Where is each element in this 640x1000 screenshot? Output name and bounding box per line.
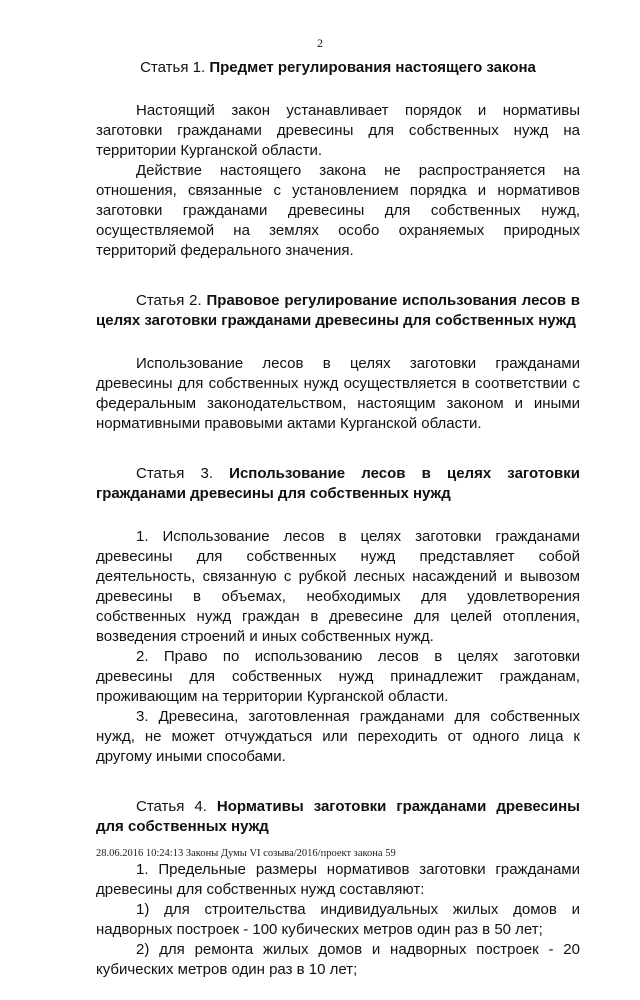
paragraph: Действие настоящего закона не распространяется на отношения, связанные с установлением порядка и нормативов заготовки гражданами древесины для собственных нужд, осуществляемой на землях особо охраняемых природных территорий федерального значения. <box>96 162 580 259</box>
article-1 <box>96 58 580 261</box>
article-heading <box>96 291 580 331</box>
article-title: Использование лесов в целях заготовки гражданами древесины для собственных нужд <box>96 465 581 502</box>
document-footer: 28.06.2016 10:24:13 Законы Думы VI созыва/2016/проект закона 59 <box>96 848 396 859</box>
paragraph: 1. Использование лесов в целях заготовки гражданами древесины для собственных нужд представляет собой деятельность, связанную с рубкой лесных насаждений и вывозом древесины в объемах, необходимых для удовлетворения собственных нужд граждан в древесине для целей отопления, возведения строений и иных собственных нужд. <box>96 528 580 645</box>
article-heading <box>96 797 580 837</box>
article-number: Статья 4. <box>136 798 207 815</box>
paragraph: 1) для строительства индивидуальных жилых домов и надворных построек - 100 кубических метров один раз в 50 лет; <box>96 901 580 938</box>
paragraph: 2. Право по использованию лесов в целях заготовки древесины для собственных нужд принадлежит гражданам, проживающим на территории Курганской области. <box>96 648 580 705</box>
article-title: Предмет регулирования настоящего закона <box>209 59 536 76</box>
paragraph: 1. Предельные размеры нормативов заготовки гражданами древесины для собственных нужд составляют: <box>96 861 580 898</box>
page-number: 2 <box>317 36 323 50</box>
article-number: Статья 1. <box>140 59 206 76</box>
paragraph: Настоящий закон устанавливает порядок и нормативы заготовки гражданами древесины для собственных нужд на территории Курганской области. <box>96 102 580 159</box>
article-3 <box>96 464 580 767</box>
article-heading <box>96 464 580 504</box>
article-heading <box>96 58 580 78</box>
article-number: Статья 2. <box>136 292 202 309</box>
article-4 <box>96 797 580 980</box>
paragraph: Использование лесов в целях заготовки гражданами древесины для собственных нужд осуществляется в соответствии с федеральным законодательством, настоящим законом и иными нормативными правовыми актами Курганской области. <box>96 355 580 432</box>
article-number: Статья 3. <box>136 465 214 482</box>
article-title: Нормативы заготовки гражданами древесины для собственных нужд <box>96 798 580 835</box>
paragraph: 3. Древесина, заготовленная гражданами для собственных нужд, не может отчуждаться или переходить от одного лица к другому иными способами. <box>96 708 580 765</box>
article-2 <box>96 291 580 434</box>
paragraph: 2) для ремонта жилых домов и надворных построек - 20 кубических метров один раз в 10 лет; <box>96 941 580 978</box>
article-title: Правовое регулирование использования лесов в целях заготовки гражданами древесины для собственных нужд <box>96 292 580 329</box>
